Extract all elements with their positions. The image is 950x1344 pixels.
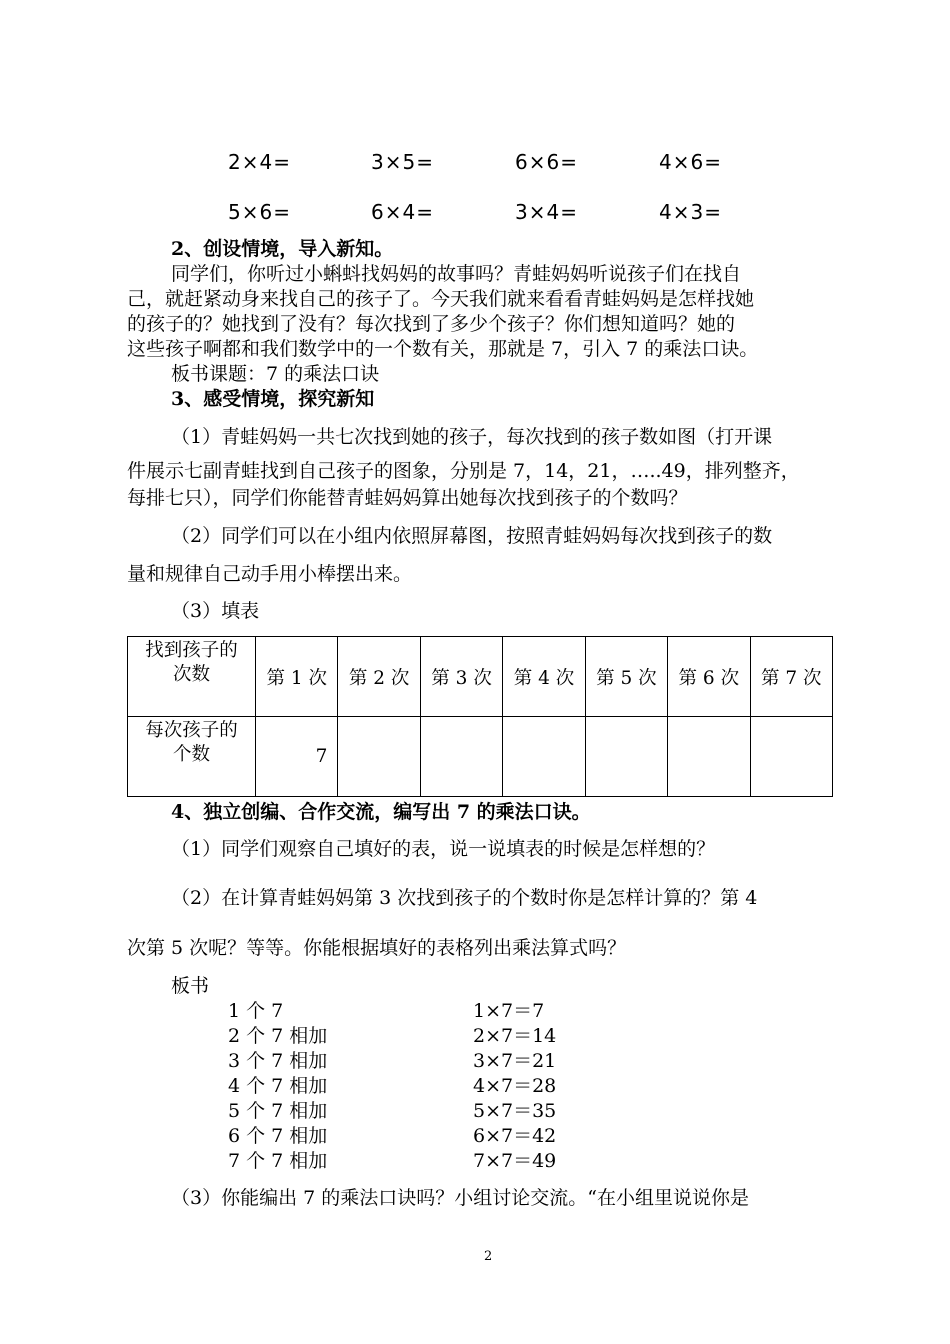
section-3-item-2-line: 量和规律自己动手用小棒摆出来。 [127, 563, 413, 585]
section-2-para-line: 己，就赶紧动身来找自己的孩子了。今天我们就来看看青蛙妈妈是怎样找她 [127, 288, 755, 310]
table-cell: 第 4 次 [503, 637, 585, 717]
board-title: 板书课题：7 的乘法口诀 [171, 363, 380, 385]
section-4-item-2-line: （2）在计算青蛙妈妈第 3 次找到孩子的个数时你是怎样计算的？第 4 [171, 887, 758, 909]
section-2-heading: 2、创设情境，导入新知。 [171, 238, 394, 260]
board-right: 3×7＝21 [473, 1050, 557, 1072]
table-cell: 第 6 次 [668, 637, 750, 717]
section-2-para-line: 的孩子的？她找到了没有？每次找到了多少个孩子？你们想知道吗？她的 [127, 313, 736, 335]
equation: 6×6= [515, 150, 578, 174]
board-right: 6×7＝42 [473, 1125, 557, 1147]
board-left: 3 个 7 相加 [228, 1050, 328, 1072]
page-number: 2 [484, 1249, 493, 1264]
header-line: 次数 [172, 664, 210, 685]
table-cell[interactable] [503, 717, 585, 797]
table-cell[interactable] [750, 717, 832, 797]
board-left: 7 个 7 相加 [228, 1150, 328, 1172]
fill-in-table [127, 636, 833, 797]
equation: 4×6= [659, 150, 722, 174]
section-4-heading: 4、独立创编、合作交流，编写出 7 的乘法口诀。 [171, 801, 591, 823]
board-left: 5 个 7 相加 [228, 1100, 328, 1122]
table-cell[interactable] [585, 717, 667, 797]
section-3-item-3: （3）填表 [171, 600, 260, 622]
board-left: 1 个 7 [228, 1000, 284, 1022]
section-3-item-1-line: （1）青蛙妈妈一共七次找到她的孩子，每次找到的孩子数如图（打开课 [171, 426, 773, 448]
section-3-item-2-line: （2）同学们可以在小组内依照屏幕图，按照青蛙妈妈每次找到孩子的数 [171, 525, 773, 547]
equation: 4×3= [659, 200, 722, 224]
table-cell: 第 7 次 [750, 637, 832, 717]
board-right: 5×7＝35 [473, 1100, 557, 1122]
equation: 3×4= [515, 200, 578, 224]
board-left: 4 个 7 相加 [228, 1075, 328, 1097]
header-line: 每次孩子的 [145, 720, 238, 741]
table-row [128, 637, 833, 717]
table-row-header [128, 717, 256, 797]
board-right: 2×7＝14 [473, 1025, 557, 1047]
section-3-item-1-line: 件展示七副青蛙找到自己孩子的图象，分别是 7，14，21，…..49，排列整齐， [127, 460, 800, 482]
header-line: 找到孩子的 [145, 640, 238, 661]
section-2-para-line: 同学们，你听过小蝌蚪找妈妈的故事吗？青蛙妈妈听说孩子们在找自 [171, 263, 742, 285]
table-cell[interactable] [338, 717, 420, 797]
equation: 3×5= [371, 150, 434, 174]
section-4-item-3: （3）你能编出 7 的乘法口诀吗？小组讨论交流。“在小组里说说你是 [171, 1187, 749, 1209]
section-3-heading: 3、感受情境，探究新知 [171, 388, 375, 410]
equation: 2×4= [228, 150, 291, 174]
table-cell: 第 1 次 [256, 637, 338, 717]
equation: 5×6= [228, 200, 291, 224]
table-cell[interactable] [420, 717, 502, 797]
section-3-item-1-line: 每排七只），同学们你能替青蛙妈妈算出她每次找到孩子的个数吗？ [127, 487, 688, 509]
board-right: 7×7＝49 [473, 1150, 557, 1172]
board-right: 4×7＝28 [473, 1075, 557, 1097]
table-row [128, 717, 833, 797]
table-cell[interactable] [668, 717, 750, 797]
board-left: 6 个 7 相加 [228, 1125, 328, 1147]
section-2-para-line: 这些孩子啊都和我们数学中的一个数有关，那就是 7，引入 7 的乘法口诀。 [127, 338, 759, 360]
table-cell: 第 5 次 [585, 637, 667, 717]
equation: 6×4= [371, 200, 434, 224]
header-line: 个数 [172, 744, 210, 765]
table-cell[interactable]: 7 [256, 717, 338, 797]
board-left: 2 个 7 相加 [228, 1025, 328, 1047]
table-cell: 第 3 次 [420, 637, 502, 717]
board-right: 1×7＝7 [473, 1000, 545, 1022]
section-4-item-2-line: 次第 5 次呢？等等。你能根据填好的表格列出乘法算式吗？ [127, 937, 627, 959]
table-cell: 第 2 次 [338, 637, 420, 717]
table-row-header [128, 637, 256, 717]
section-4-item-1: （1）同学们观察自己填好的表，说一说填表的时候是怎样想的？ [171, 838, 716, 860]
board-label: 板书 [171, 975, 210, 997]
